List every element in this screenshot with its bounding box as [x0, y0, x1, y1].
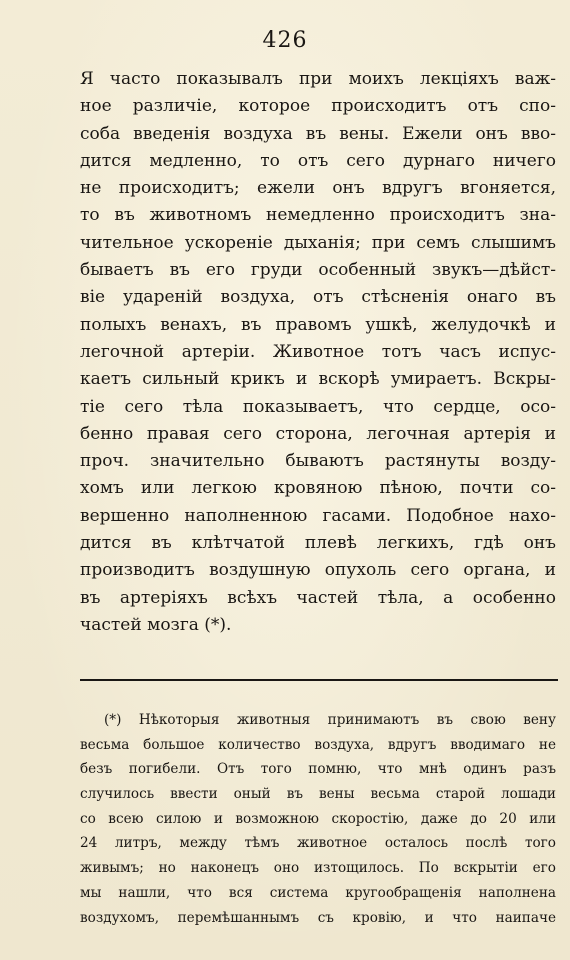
text-line: хомъ или легкою кровяною пѣною, почти со-: [80, 478, 556, 499]
text-line: віе ударенiй воздуха, отъ стѣсненія онаго въ: [80, 287, 556, 308]
text-line: ное различіе, которое происходитъ отъ спо-: [80, 96, 556, 117]
text-line: легочной артеріи. Животное тотъ часъ испус-: [80, 341, 556, 362]
main-text-block: [80, 66, 556, 639]
footnote-line: случилось ввести оный въ вены весьма старой лошади: [80, 786, 556, 803]
text-line: чительное ускореніе дыханія; при семъ слышимъ: [80, 232, 556, 253]
page-number: 426: [262, 28, 308, 53]
text-line: дится медленно, то отъ сего дурнаго ничего: [80, 150, 556, 171]
text-line: Я часто показывалъ при моихъ лекціяхъ важ-: [80, 69, 556, 89]
text-line: полыхъ венахъ, въ правомъ ушкѣ, желудочкѣ и: [80, 314, 556, 335]
text-line: бенно правая сего сторона, легочная артерія и: [80, 423, 556, 444]
footnote-line: безъ погибели. Отъ того помню, что мнѣ одинъ разъ: [80, 761, 556, 778]
text-line: соба введенія воздуха въ вены. Ежели онъ вво-: [80, 123, 556, 144]
footnote-line: со всею силою и возможною скоростію, даже до 20 или: [80, 810, 556, 827]
text-line: каетъ сильный крикъ и вскорѣ умираетъ. Вскры-: [80, 369, 556, 390]
text-line: то въ животномъ немедленно происходитъ зна-: [80, 205, 556, 226]
footnote-divider: [80, 679, 558, 681]
footnote-line: мы нашли, что вся система кругообращенія наполнена: [80, 884, 556, 901]
text-line-last: частей мозга (*).: [80, 614, 232, 635]
text-line: вершенно наполненною гасами. Подобное нахо-: [80, 505, 556, 526]
text-line: тіе сего тѣла показываетъ, что сердце, осо-: [80, 396, 556, 417]
text-line: въ артеріяхъ всѣхъ частей тѣла, а особенно: [80, 587, 556, 608]
text-line: производитъ воздушную опухоль сего органа, и: [80, 560, 556, 581]
footnote-line: 24 литръ, между тѣмъ животное осталось послѣ того: [80, 835, 556, 852]
text-line: проч. значительно бываютъ растянуты возду-: [80, 451, 556, 472]
footnote-block: [80, 708, 556, 930]
text-line: бываетъ въ его груди особенный звукъ—дѣйст-: [80, 260, 556, 281]
footnote-line: весьма большое количество воздуха, вдругъ вводимаго не: [80, 736, 556, 753]
footnote-line: (*) Нѣкоторыя животныя принимаютъ въ свою вену: [104, 712, 556, 728]
text-line: не происходитъ; ежели онъ вдругъ вгоняется,: [80, 178, 556, 199]
footnote-line: живымъ; но наконецъ оно изтощилось. По вскрытіи его: [80, 860, 556, 877]
footnote-line: воздухомъ, перемѣшаннымъ съ кровію, и что наипаче: [80, 909, 556, 926]
text-line: дится въ клѣтчатой плевѣ легкихъ, гдѣ онъ: [80, 533, 556, 554]
